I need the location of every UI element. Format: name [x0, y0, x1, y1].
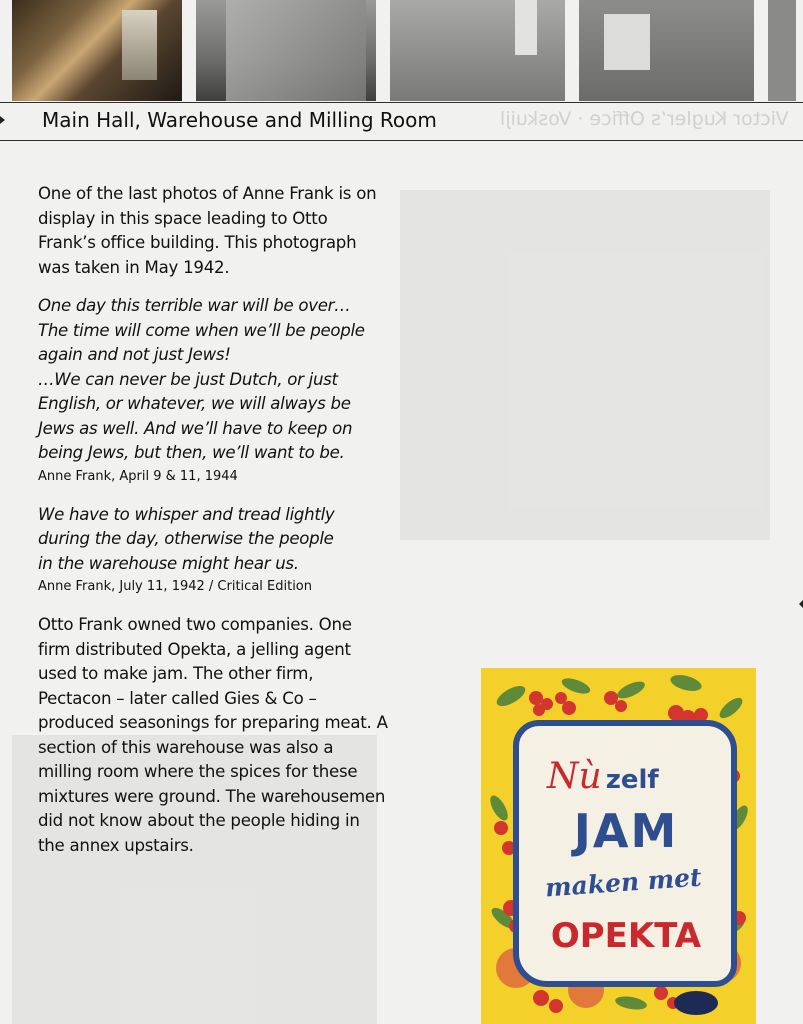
quote-line: again and not just Jews!	[38, 345, 231, 364]
reverse-heading-ghost: Victor Kugler’s Office · Voskuijl	[500, 108, 789, 130]
quote-attribution: Anne Frank, April 9 & 11, 1944	[38, 468, 238, 484]
quote-line: in the warehouse might hear us.	[38, 553, 299, 573]
reverse-photo-ghost	[400, 190, 770, 540]
page-marker-right	[799, 600, 803, 608]
header-bottom-rule	[0, 140, 803, 141]
quote-anne-frank-1944	[38, 294, 388, 466]
photo-warehouse-window	[390, 0, 565, 101]
quote-attribution: Anne Frank, July 11, 1942 / Critical Edition	[38, 579, 313, 594]
text-column	[38, 182, 388, 858]
quote-anne-frank-1942	[38, 503, 388, 577]
poster-opekta: OPEKTA	[550, 916, 702, 956]
header-top-rule	[0, 102, 803, 103]
photo-edge	[768, 0, 796, 101]
photo-exhibit-room	[12, 0, 182, 101]
page-marker-left	[0, 116, 5, 124]
quote-line: We have to whisper and tread lightly	[38, 504, 335, 524]
quote-line: Jews as well. And we’ll have to keep on	[38, 418, 353, 438]
quote-line: during the day, otherwise the people	[38, 529, 334, 548]
intro-paragraph: One of the last photos of Anne Frank is on display in this space leading to Otto Frank’s office building. This photograph was taken in May 1942.	[38, 184, 377, 277]
section-title: Main Hall, Warehouse and Milling Room	[42, 108, 437, 132]
body-paragraph: Otto Frank owned two companies. One firm distributed Opekta, a jelling agent used to make jam. The other firm, Pectacon – later called Gies & Co – produced seasonings for preparing meat. A section of this warehouse was also a milling room where the spices for these mixtures were ground. The warehousemen did not know about the people hiding in the annex upstairs.	[38, 615, 388, 855]
quote-line: …We can never be just Dutch, or just	[38, 369, 338, 389]
quote-line: One day this terrible war will be over…	[38, 296, 351, 315]
poster-nu: Nù	[547, 756, 602, 797]
photo-office-room	[196, 0, 376, 101]
opekta-poster	[481, 668, 756, 1024]
quote-line: being Jews, but then, we’ll want to be.	[38, 443, 345, 462]
poster-zelf: zelf	[605, 765, 659, 795]
poster-label-card	[513, 720, 737, 987]
poster-line-nu-zelf	[547, 756, 659, 797]
poster-maken-met: maken met	[544, 862, 703, 903]
quote-line: English, or whatever, we will always be	[38, 394, 351, 413]
poster-jam: JAM	[573, 804, 679, 858]
photo-strip	[12, 0, 803, 101]
quote-line: The time will come when we’ll be people	[38, 320, 365, 340]
photo-office-windows	[579, 0, 754, 101]
